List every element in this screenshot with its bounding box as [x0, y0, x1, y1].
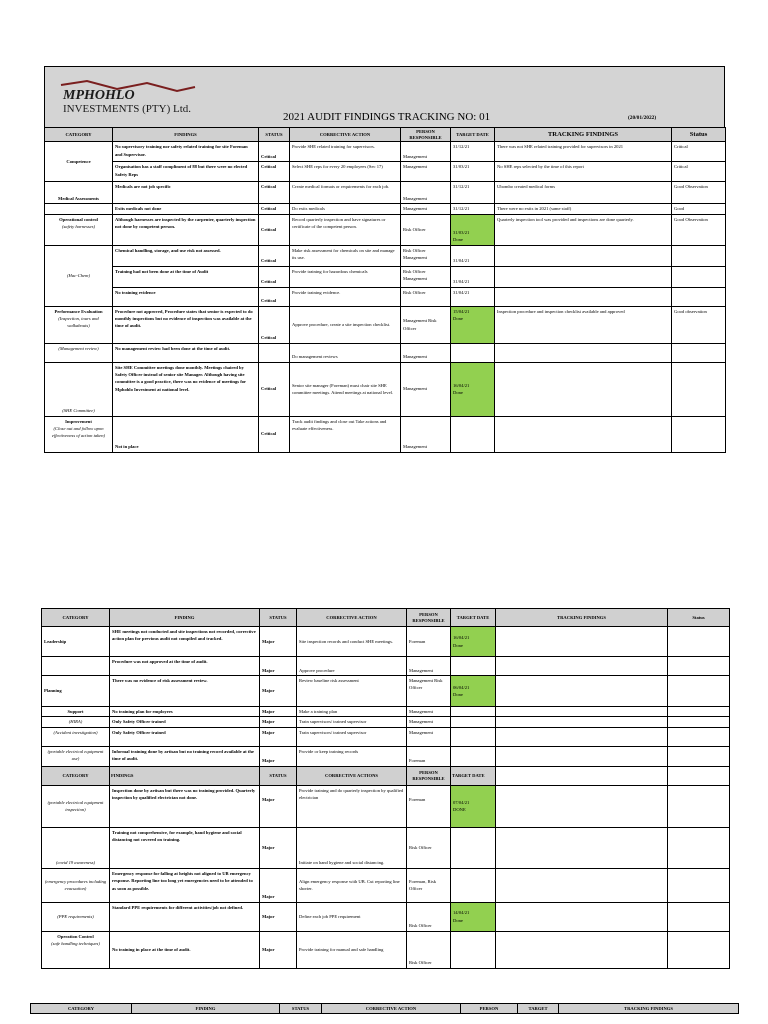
- action-cell: Make risk assessment for chemicals on site and manage its use.: [290, 245, 401, 266]
- table-row: [45, 204, 726, 214]
- finding-cell: Procedure was not approved at the time of audit.: [110, 657, 260, 676]
- date-cell: 31/03/21 Done: [451, 214, 495, 245]
- tracking-cell: No SHE reps selected by the time of this report: [495, 162, 672, 182]
- tracking-cell: [495, 362, 672, 416]
- table-row: [42, 902, 730, 931]
- category-cell: Competence: [45, 142, 113, 182]
- tracking-cell: [496, 676, 668, 707]
- tracking-cell: [496, 902, 668, 931]
- tracking-cell: There was not SHE related training provided for supervisors in 2021: [495, 142, 672, 162]
- tracking-cell: [495, 245, 672, 266]
- status-cell: Major: [260, 931, 297, 968]
- category-cell: Improvement (Close out and follow upon effectiveness of action taken): [45, 416, 113, 452]
- col-category: CATEGORY: [42, 766, 110, 785]
- date-cell: [451, 868, 496, 902]
- table-row: [42, 727, 730, 746]
- table-header-row: [42, 609, 730, 627]
- finding-cell: Organisation has a staff compliment of 88 but there were no elected Safety Reps: [113, 162, 259, 182]
- table-row: [45, 306, 726, 343]
- tracking-cell: [496, 707, 668, 717]
- date-cell: 14/04/21 Done: [451, 902, 496, 931]
- col-status: STATUS: [260, 609, 297, 627]
- action-cell: Do management reviews: [290, 343, 401, 362]
- action-cell: Track audit findings and close out Take actions and evaluate effectiveness.: [290, 416, 401, 452]
- date-cell: 31/04/21: [451, 245, 495, 266]
- category-cell: (PPE requirements): [42, 902, 110, 931]
- col-status: STATUS: [259, 128, 290, 142]
- date-cell: [451, 746, 496, 766]
- date-cell: [451, 727, 496, 746]
- date-cell: [451, 343, 495, 362]
- col-target-date: TARGET DATE: [451, 609, 496, 627]
- person-cell: Management: [407, 717, 451, 727]
- date-cell: 07/04/21 DONE: [451, 785, 496, 827]
- date-cell: 15/04/21 Done: [451, 306, 495, 343]
- tracking-cell: [496, 657, 668, 676]
- finding-cell: No management review had been done at the time of audit.: [113, 343, 259, 362]
- status-cell: Major: [260, 727, 297, 746]
- final-status-cell: [672, 245, 726, 266]
- final-status-cell: [668, 657, 730, 676]
- final-status-cell: [668, 727, 730, 746]
- table-row: [45, 266, 726, 287]
- status-cell: Critical: [259, 416, 290, 452]
- col-category: CATEGORY: [42, 609, 110, 627]
- tracking-cell: [496, 868, 668, 902]
- person-cell: Management: [407, 657, 451, 676]
- company-logo: [57, 79, 200, 119]
- final-status-cell: [668, 707, 730, 717]
- category-cell: (Accident investigation): [42, 727, 110, 746]
- col-final-status: Status: [672, 128, 726, 142]
- action-cell: Provide or keep training records: [297, 746, 407, 766]
- status-cell: Major: [260, 902, 297, 931]
- finding-cell: Training had not been done at the time of Audit: [113, 266, 259, 287]
- action-cell: Provide training evidence.: [290, 287, 401, 306]
- date-cell: [451, 827, 496, 868]
- action-cell: Record quarterly inspection and have signatures or certificate of the competent person.: [290, 214, 401, 245]
- col-finding: FINDING: [132, 1004, 280, 1014]
- findings-table-2: [41, 608, 730, 969]
- tracking-cell: [496, 931, 668, 968]
- final-status-cell: [672, 362, 726, 416]
- table-row: [42, 627, 730, 657]
- table-row: [42, 785, 730, 827]
- finding-cell: SHE meetings not conducted and site inspections not recorded, corrective action plan for previous audit not compiled and tracked.: [110, 627, 260, 657]
- person-cell: Management: [401, 142, 451, 162]
- category-cell: Operational control (safety harnesses): [45, 214, 113, 245]
- status-cell: Critical: [259, 266, 290, 287]
- tracking-cell: [496, 827, 668, 868]
- col-corrective-actions: CORRECTIVE ACTIONS: [297, 766, 407, 785]
- finding-cell: Medicals are not job specific: [113, 182, 259, 204]
- status-cell: Critical: [259, 245, 290, 266]
- final-status-cell: [668, 746, 730, 766]
- blank-cell: [496, 766, 668, 785]
- table-row: [42, 707, 730, 717]
- action-cell: Site inspection records and conduct SHE meetings.: [297, 627, 407, 657]
- finding-cell: No training evidence: [113, 287, 259, 306]
- col-person-responsible: PERSON RESPONSIBLE: [401, 128, 451, 142]
- date-cell: 31/12/21: [451, 182, 495, 204]
- action-cell: Initiate on hand hygiene and social distancing.: [297, 827, 407, 868]
- action-cell: Create medical formats or requirements for each job.: [290, 182, 401, 204]
- col-tracking-findings: TRACKING FINDINGS: [495, 128, 672, 142]
- findings-table-1: [44, 127, 726, 453]
- tracking-cell: There were no exits in 2021 (same staff): [495, 204, 672, 214]
- col-person: PERSON: [461, 1004, 518, 1014]
- col-category: CATEGORY: [45, 128, 113, 142]
- category-cell: (Hac-Chem): [45, 245, 113, 306]
- col-target: TARGET: [518, 1004, 559, 1014]
- table-row: [42, 746, 730, 766]
- person-cell: Management: [401, 204, 451, 214]
- final-status-cell: [668, 785, 730, 827]
- category-cell: (HIRA): [42, 717, 110, 727]
- table-row: [45, 362, 726, 416]
- finding-cell: Informal training done by artisan but no training record available at the time of audit.: [110, 746, 260, 766]
- final-status-cell: [672, 343, 726, 362]
- person-cell: Management Risk Officer: [401, 306, 451, 343]
- logo-line2: INVESTMENTS (PTY) Ltd.: [63, 103, 192, 115]
- table-row: [45, 214, 726, 245]
- tracking-cell: [495, 416, 672, 452]
- final-status-cell: [668, 868, 730, 902]
- tracking-cell: [495, 287, 672, 306]
- action-cell: Provide training and do quarterly inspection by qualified electrician: [297, 785, 407, 827]
- tracking-cell: Quarterly inspection tool was provided and inspections are done quarterly.: [495, 214, 672, 245]
- finding-cell: Exits medicals not done: [113, 204, 259, 214]
- final-status-cell: [668, 902, 730, 931]
- status-cell: Major: [260, 676, 297, 707]
- table-row: [42, 827, 730, 868]
- col-corrective-action: CORRECTIVE ACTION: [322, 1004, 461, 1014]
- table-header-row: [31, 1004, 739, 1014]
- finding-cell: Site SHE Committee meetings done monthly. Meetings chaired by Safety Officer instead of senior site Manager. Although having site committee is a good practice, there was no evidence of meetings for Mphohlo Investment at national level.: [113, 362, 259, 416]
- tracking-cell: [496, 746, 668, 766]
- person-cell: Foreman: [407, 746, 451, 766]
- col-corrective-action: CORRECTIVE ACTION: [297, 609, 407, 627]
- table-row: [42, 931, 730, 968]
- status-cell: Major: [260, 707, 297, 717]
- person-cell: Management: [401, 182, 451, 204]
- date-cell: 31/03/21: [451, 162, 495, 182]
- table-row: [45, 343, 726, 362]
- table-row: [45, 416, 726, 452]
- person-cell: Risk Officer: [401, 214, 451, 245]
- status-cell: Critical: [259, 182, 290, 204]
- action-cell: Provide training for manual and safe handling: [297, 931, 407, 968]
- date-cell: [451, 416, 495, 452]
- category-cell: (emergency procedures including evacuation): [42, 868, 110, 902]
- col-corrective-action: CORRECTIVE ACTION: [290, 128, 401, 142]
- final-status-cell: [668, 827, 730, 868]
- table-row: [42, 657, 730, 676]
- col-person-responsible: PERSON RESPONSIBLE: [407, 766, 451, 785]
- final-status-cell: Good Observation: [672, 214, 726, 245]
- document-date: (20/01/2022): [628, 115, 657, 121]
- final-status-cell: [668, 717, 730, 727]
- final-status-cell: [668, 676, 730, 707]
- final-status-cell: Good observation: [672, 306, 726, 343]
- col-status: STATUS: [280, 1004, 322, 1014]
- person-cell: Management: [407, 727, 451, 746]
- final-status-cell: [668, 931, 730, 968]
- action-cell: Train supervisors/ trained supervisor: [297, 717, 407, 727]
- category-cell: Planning: [42, 676, 110, 707]
- final-status-cell: Critical: [672, 142, 726, 162]
- table-row: [45, 287, 726, 306]
- tracking-cell: [496, 627, 668, 657]
- status-cell: Major: [260, 827, 297, 868]
- person-cell: Risk Officer: [407, 931, 451, 968]
- date-cell: 16/04/21 Done: [451, 627, 496, 657]
- status-cell: Major: [260, 746, 297, 766]
- category-cell: [45, 204, 113, 214]
- category-cell: (portable electrical equipment use): [42, 746, 110, 766]
- finding-cell: Chemical handling, storage, and use risk not assessed.: [113, 245, 259, 266]
- tracking-cell: [496, 717, 668, 727]
- action-cell: Provide SHE related training for supervisors.: [290, 142, 401, 162]
- status-cell: Critical: [259, 214, 290, 245]
- person-cell: Management: [401, 343, 451, 362]
- audit-sheet-1: [44, 66, 725, 453]
- action-cell: Approve procedure, create a site inspection checklist.: [290, 306, 401, 343]
- status-cell: Major: [260, 785, 297, 827]
- document-title: 2021 AUDIT FINDINGS TRACKING NO: 01: [283, 111, 491, 123]
- status-cell: Critical: [259, 362, 290, 416]
- status-cell: Critical: [259, 287, 290, 306]
- finding-cell: Standard PPE requirements for different activities/job not defined.: [110, 902, 260, 931]
- blank-cell: [668, 766, 730, 785]
- finding-cell: Only Safety Officer trained: [110, 717, 260, 727]
- person-cell: Risk Officer Management: [401, 245, 451, 266]
- col-target-date: TARGET DATE: [451, 766, 496, 785]
- finding-cell: No training in place at the time of audit.: [110, 931, 260, 968]
- date-cell: [451, 657, 496, 676]
- col-tracking-findings: TRACKING FINDINGS: [559, 1004, 739, 1014]
- person-cell: Management Risk Officer: [407, 676, 451, 707]
- person-cell: Management: [407, 707, 451, 717]
- tracking-cell: [496, 727, 668, 746]
- category-cell: [42, 657, 110, 676]
- date-cell: 31/04/21: [451, 266, 495, 287]
- final-status-cell: Good: [672, 204, 726, 214]
- action-cell: Make a training plan: [297, 707, 407, 717]
- person-cell: Management: [401, 362, 451, 416]
- status-cell: Critical: [259, 306, 290, 343]
- person-cell: Risk Officer: [401, 287, 451, 306]
- status-cell: Critical: [259, 142, 290, 162]
- category-cell: Performance Evaluation (Inspection, tours and walkabouts): [45, 306, 113, 343]
- finding-cell: Procedure not approved, Procedure states that senior is expected to do monthly inspections but no evidence of inspection was available at the time of audit.: [113, 306, 259, 343]
- finding-cell: Emergency response for falling at heights not aligned to UB emergency response. Reporting line too long yet emergencies need to be attended to as soon as possible.: [110, 868, 260, 902]
- action-cell: Senior site manager (Foreman) must chair site SHE committee meetings. Attend meetings at national level.: [290, 362, 401, 416]
- status-cell: Major: [260, 717, 297, 727]
- date-cell: 16/04/21 Done: [451, 362, 495, 416]
- status-cell: [259, 343, 290, 362]
- person-cell: Risk Officer Management: [401, 266, 451, 287]
- person-cell: Foreman: [407, 785, 451, 827]
- col-final-status: Status: [668, 609, 730, 627]
- table-row: [42, 676, 730, 707]
- date-cell: 31/12/21: [451, 204, 495, 214]
- table-row: [45, 245, 726, 266]
- category-cell: (SHE Committee): [45, 362, 113, 416]
- action-cell: Define each job PPE requirement: [297, 902, 407, 931]
- table-row: [45, 162, 726, 182]
- col-person-responsible: PERSON RESPONSIBLE: [407, 609, 451, 627]
- action-cell: Align emergency response with UB. Cut reporting line shorter.: [297, 868, 407, 902]
- table-row: [42, 868, 730, 902]
- category-cell: (covid 19 awareness): [42, 827, 110, 868]
- date-cell: [451, 931, 496, 968]
- tracking-cell: [495, 343, 672, 362]
- action-cell: Train supervisors/ trained supervisor: [297, 727, 407, 746]
- finding-cell: Inspection done by artisan but there was no training provided. Quarterly inspection by qualified electrician not done.: [110, 785, 260, 827]
- status-cell: Major: [260, 627, 297, 657]
- tracking-cell: [495, 266, 672, 287]
- tracking-cell: Ubombo created medical forms: [495, 182, 672, 204]
- tracking-cell: Inspection procedure and inspection checklist available and approved: [495, 306, 672, 343]
- date-cell: [451, 717, 496, 727]
- date-cell: 31/04/21: [451, 287, 495, 306]
- table-row: [45, 142, 726, 162]
- finding-cell: Although harnesses are inspected by the carpenter, quarterly inspection not done by competent person.: [113, 214, 259, 245]
- table-subheader-row: [42, 766, 730, 785]
- logo-line1: MPHOHLO: [63, 88, 135, 103]
- final-status-cell: Good Observation: [672, 182, 726, 204]
- status-cell: Critical: [259, 162, 290, 182]
- sheet-banner: [44, 66, 725, 127]
- status-cell: Major: [260, 657, 297, 676]
- action-cell: Do exits medicals: [290, 204, 401, 214]
- date-cell: [451, 707, 496, 717]
- person-cell: Management: [401, 162, 451, 182]
- col-findings: FINDINGS: [110, 766, 260, 785]
- category-cell: Support: [42, 707, 110, 717]
- col-tracking-findings: TRACKING FINDINGS: [496, 609, 668, 627]
- status-cell: Critical: [259, 204, 290, 214]
- person-cell: Foreman, Risk Officer: [407, 868, 451, 902]
- col-category: CATEGORY: [31, 1004, 132, 1014]
- person-cell: Foreman: [407, 627, 451, 657]
- status-cell: Major: [260, 868, 297, 902]
- action-cell: Provide training for hazardous chemicals: [290, 266, 401, 287]
- finding-cell: No supervisory training nor safety related training for site Foreman and Supervisor.: [113, 142, 259, 162]
- date-cell: 31/12/21: [451, 142, 495, 162]
- category-cell: Operation Control (safe handling techniques): [42, 931, 110, 968]
- tracking-cell: [496, 785, 668, 827]
- col-status: STATUS: [260, 766, 297, 785]
- final-status-cell: [672, 416, 726, 452]
- date-cell: 06/04/21 Done: [451, 676, 496, 707]
- col-findings: FINDINGS: [113, 128, 259, 142]
- category-cell: Leadership: [42, 627, 110, 657]
- finding-cell: Not in place: [113, 416, 259, 452]
- person-cell: Management: [401, 416, 451, 452]
- table-row: [42, 717, 730, 727]
- action-cell: Review baseline risk assessment: [297, 676, 407, 707]
- action-cell: Approve procedure: [297, 657, 407, 676]
- category-cell: Medical Assessments: [45, 182, 113, 204]
- table-header-row: [45, 128, 726, 142]
- finding-cell: No training plan for employees: [110, 707, 260, 717]
- finding-cell: Only Safety Officer trained: [110, 727, 260, 746]
- findings-table-3: [30, 1003, 739, 1014]
- final-status-cell: [668, 627, 730, 657]
- final-status-cell: Critical: [672, 162, 726, 182]
- col-finding: FINDING: [110, 609, 260, 627]
- category-cell: (portable electrical equipment inspection): [42, 785, 110, 827]
- final-status-cell: [672, 266, 726, 287]
- action-cell: Select SHE reps for every 20 employees (Sec 17): [290, 162, 401, 182]
- finding-cell: Training not comprehensive, for example, hand hygiene and social distancing not covered on training.: [110, 827, 260, 868]
- col-target-date: TARGET DATE: [451, 128, 495, 142]
- person-cell: Risk Officer: [407, 827, 451, 868]
- category-cell: (Management review): [45, 343, 113, 362]
- table-row: [45, 182, 726, 204]
- finding-cell: There was no evidence of risk assessment review.: [110, 676, 260, 707]
- final-status-cell: [672, 287, 726, 306]
- person-cell: Risk Officer: [407, 902, 451, 931]
